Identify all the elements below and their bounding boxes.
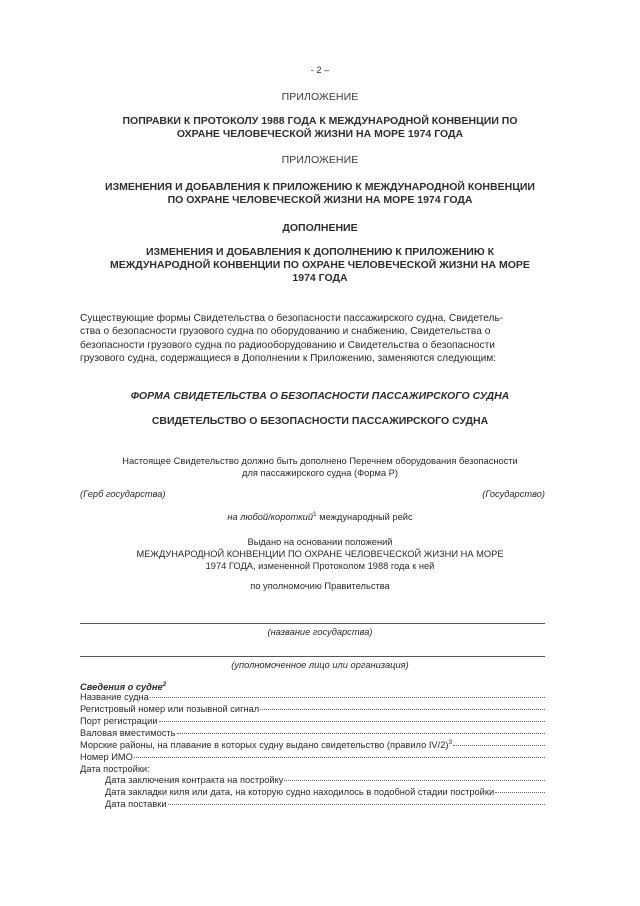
authorized-person-caption: (уполномоченное лицо или организация)	[231, 660, 409, 670]
field-label: Дата поставки	[105, 799, 167, 809]
registry-number-field[interactable]	[80, 704, 545, 716]
state-name-caption: (название государства)	[267, 627, 373, 637]
field-label-text: Морские районы, на плавание в которых судну выдано свидетельство (правило IV/2)	[80, 740, 449, 750]
issued-line-1: Выдано на основании положений	[247, 537, 393, 547]
supplement-changes-line-1: ИЗМЕНЕНИЯ И ДОБАВЛЕНИЯ К ДОПОЛНЕНИЮ К ПРИЛОЖЕНИЮ К	[145, 246, 495, 258]
voyage-type: на любой/короткий	[227, 512, 314, 522]
intro-line: грузового судна, содержащиеся в Дополнении к Приложению, заменяются следующим:	[80, 352, 497, 364]
ship-name-field[interactable]	[80, 692, 545, 704]
field-label: Порт регистрации	[80, 716, 158, 726]
build-date-label: Дата постройки:	[80, 764, 150, 774]
page-number: - 2 –	[310, 65, 330, 75]
gross-tonnage-field[interactable]	[80, 728, 545, 740]
issued-under	[0, 536, 640, 572]
supplement-changes-line-2: МЕЖДУНАРОДНОЙ КОНВЕНЦИИ ПО ОХРАНЕ ЧЕЛОВЕЧЕСКОЙ ЖИЗНИ НА МОРЕ	[110, 259, 530, 271]
ship-info-heading-text: Сведения о судне	[80, 682, 163, 692]
field-label: Валовая вместимость	[80, 728, 176, 738]
keel-laying-date-field[interactable]	[105, 787, 545, 799]
supplement-note-line-1: Настоящее Свидетельство должно быть дополнено Перечнем оборудования безопасности	[122, 456, 518, 466]
field-label: Регистровый номер или позывной сигнал	[80, 704, 260, 714]
supplement-note-line-2: для пассажирского судна (Форма Р)	[242, 468, 398, 478]
sea-areas-field[interactable]	[80, 740, 545, 752]
authorized-person-line	[80, 656, 545, 657]
certificate-title: СВИДЕТЕЛЬСТВО О БЕЗОПАСНОСТИ ПАССАЖИРСКОГО СУДНА	[151, 415, 489, 427]
fill-line	[284, 780, 545, 781]
intro-line: безопасности грузового судна по радиооборудованию и Свидетельства о безопасности	[80, 339, 495, 351]
fill-line	[134, 757, 545, 758]
voyage-rest: международный рейс	[316, 512, 413, 522]
amendments-title-line-1: ПОПРАВКИ К ПРОТОКОЛУ 1988 ГОДА К МЕЖДУНАРОДНОЙ КОНВЕНЦИИ ПО	[122, 115, 518, 127]
fill-line	[150, 697, 545, 698]
voyage-line	[0, 511, 640, 523]
amendments-title	[0, 115, 640, 141]
amendments-title-line-2: ОХРАНЕ ЧЕЛОВЕЧЕСКОЙ ЖИЗНИ НА МОРЕ 1974 ГОДА	[176, 128, 464, 140]
intro-paragraph	[80, 312, 550, 365]
fill-line	[159, 721, 545, 722]
coat-of-arms-caption: (Герб государства)	[80, 489, 166, 499]
supplement-note	[0, 455, 640, 479]
intro-line: ства о безопасности грузового судна по оборудованию и снабжению, Свидетельства о	[80, 326, 491, 338]
supplement-heading: ДОПОЛНЕНИЕ	[282, 222, 358, 234]
field-label: Дата заключения контракта на постройку	[105, 775, 284, 785]
issued-line-3: 1974 ГОДА, измененной Протоколом 1988 года к ней	[205, 561, 435, 571]
field-label	[80, 740, 452, 752]
supplement-changes-line-3: 1974 ГОДА	[292, 272, 348, 284]
appendix-heading: ПРИЛОЖЕНИЕ	[281, 91, 359, 103]
footnote-ref: 3	[448, 738, 453, 746]
changes-title	[0, 181, 640, 207]
port-of-registry-field[interactable]	[80, 716, 545, 728]
intro-line: Существующие формы Свидетельства о безопасности пассажирского судна, Свидетель-	[80, 313, 504, 324]
fill-line	[495, 792, 545, 793]
changes-title-line-2: ПО ОХРАНЕ ЧЕЛОВЕЧЕСКОЙ ЖИЗНИ НА МОРЕ 1974 ГОДА	[167, 194, 473, 206]
field-label: Номер ИМО	[80, 752, 133, 762]
issued-line-2: МЕЖДУНАРОДНОЙ КОНВЕНЦИИ ПО ОХРАНЕ ЧЕЛОВЕЧЕСКОЙ ЖИЗНИ НА МОРЕ	[136, 549, 504, 559]
state-name-line	[80, 623, 545, 624]
contract-date-field[interactable]	[105, 775, 545, 787]
form-title: ФОРМА СВИДЕТЕЛЬСТВА О БЕЗОПАСНОСТИ ПАССАЖИРСКОГО СУДНА	[130, 390, 510, 402]
state-caption: (Государство)	[482, 489, 545, 499]
appendix-heading-2: ПРИЛОЖЕНИЕ	[281, 154, 359, 166]
fill-line	[453, 745, 545, 746]
field-label: Дата закладки киля или дата, на которую судно находилось в подобной стадии постройки	[105, 787, 495, 797]
changes-title-line-1: ИЗМЕНЕНИЯ И ДОБАВЛЕНИЯ К ПРИЛОЖЕНИЮ К МЕЖДУНАРОДНОЙ КОНВЕНЦИИ	[105, 181, 535, 193]
fill-line	[260, 709, 545, 710]
footnote-ref: 1	[313, 510, 317, 518]
delivery-date-field[interactable]	[105, 799, 545, 811]
fill-line	[168, 804, 545, 805]
field-label: Название судна	[80, 692, 149, 702]
fill-line	[177, 733, 545, 734]
supplement-changes-title	[0, 246, 640, 285]
footnote-ref: 2	[162, 680, 167, 688]
imo-number-field[interactable]	[80, 752, 545, 764]
authority-line: по уполномочию Правительства	[250, 581, 390, 591]
